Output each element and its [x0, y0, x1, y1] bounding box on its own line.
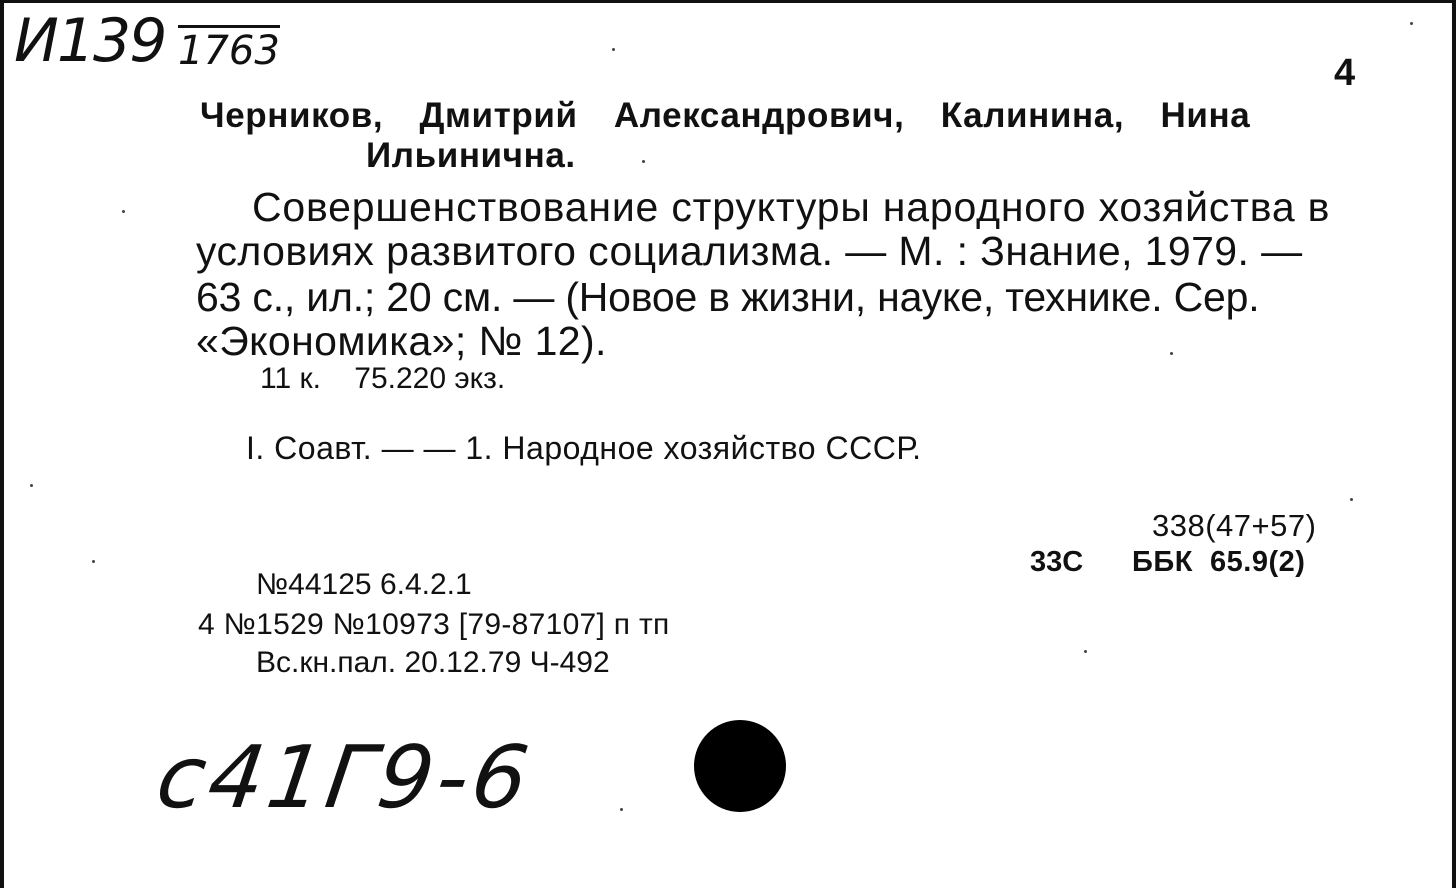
card-top-edge: [0, 0, 1456, 3]
card-right-edge: [1452, 0, 1456, 888]
handwritten-fraction-value: 1763: [178, 25, 280, 74]
scan-speck: [30, 484, 33, 487]
scan-speck: [642, 160, 645, 163]
scan-speck: [620, 808, 623, 811]
scan-speck: [1410, 22, 1413, 25]
description-line-1: Совершенствование структуры народного хозяйства в: [252, 184, 1331, 230]
card-left-edge: [0, 0, 4, 888]
punch-hole: [694, 720, 786, 812]
handwritten-fraction: [178, 28, 280, 74]
scan-speck: [1170, 352, 1173, 355]
card-number: 4: [1334, 52, 1356, 94]
printing-line-1: №44125 6.4.2.1: [256, 568, 472, 601]
price-and-print-run: 11 к. 75.220 экз.: [260, 362, 506, 395]
scan-speck: [122, 210, 125, 213]
udc-index: 338(47+57): [1152, 508, 1317, 543]
authors-line-2: Ильинична.: [366, 136, 576, 175]
scan-speck: [1084, 650, 1087, 653]
bbk-index: ББК 65.9(2): [1132, 546, 1306, 578]
printing-line-3: Вс.кн.пал. 20.12.79 Ч-492: [256, 646, 610, 679]
handwritten-shelf-code: И139: [14, 6, 166, 76]
handwritten-call-number: с41Г9-6: [150, 728, 539, 828]
scan-speck: [1350, 498, 1353, 501]
authors-line-1: Черников, Дмитрий Александрович, Калинина, Нина: [200, 96, 1251, 135]
scan-speck: [92, 560, 95, 563]
scan-speck: [612, 48, 615, 51]
tracings: I. Соавт. — — 1. Народное хозяйство СССР.: [246, 430, 922, 466]
description-line-2: условиях развитого социализма. — М. : Знание, 1979. —: [196, 228, 1303, 274]
printing-line-2: 4 №1529 №10973 [79-87107] п тп: [198, 608, 670, 641]
description-line-4: «Экономика»; № 12).: [196, 318, 607, 364]
author-sign-code: 33С: [1030, 546, 1084, 578]
description-line-3: 63 с., ил.; 20 см. — (Новое в жизни, науке, технике. Сер.: [196, 274, 1260, 320]
